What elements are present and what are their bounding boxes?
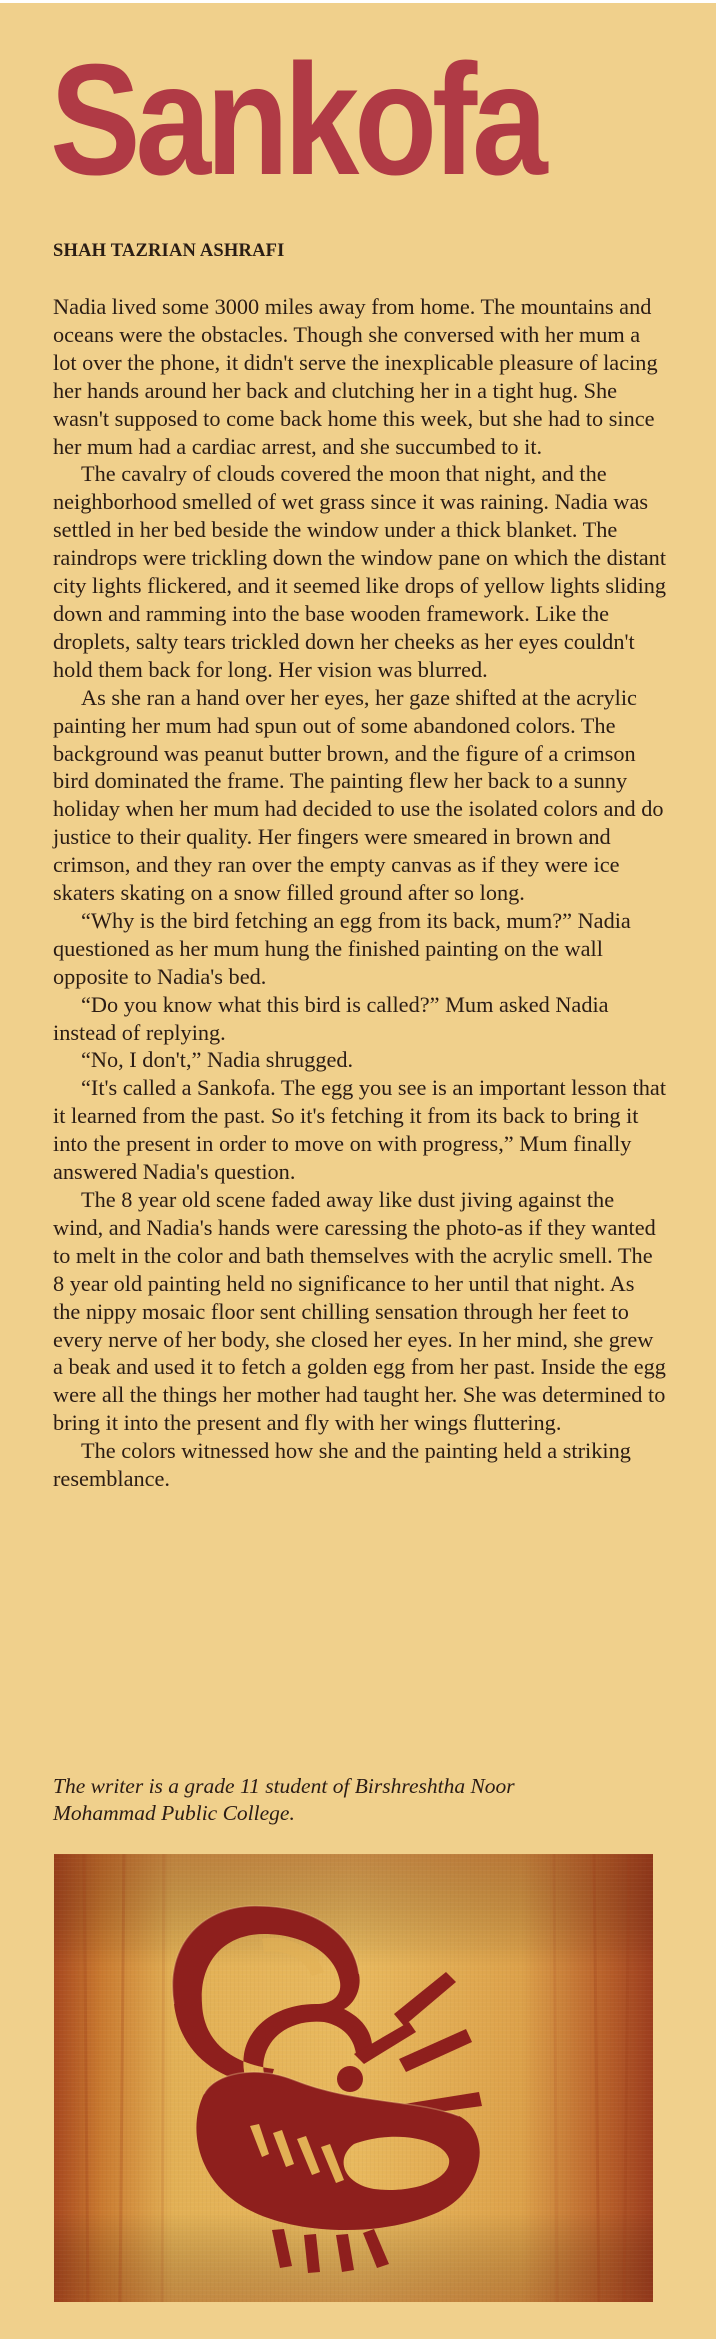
story-paragraph: The cavalry of clouds covered the moon that night, and the neighborhood smelled of wet grass since it was raining. Nadia was settled in her bed beside the window under a thick blanket. The raindrops were trickling down the window pane on which the distant city lights flickered, and it seemed like drops of yellow lights sliding down and ramming into the base wooden framework. Like the droplets, salty tears trickled down her cheeks as her eyes couldn't hold them back for long. Her vision was blurred.	[53, 461, 667, 682]
story-body	[53, 293, 667, 1493]
author-byline: SHAH TAZRIAN ASHRAFI	[53, 241, 285, 261]
story-paragraph: “Why is the bird fetching an egg from its back, mum?” Nadia questioned as her mum hung the finished painting on the wall opposite to Nadia's bed.	[53, 907, 631, 989]
story-paragraph: The 8 year old scene faded away like dust jiving against the wind, and Nadia's hands were caressing the photo-as if they wanted to melt in the color and bath themselves with the acrylic smell. The 8 year old painting held no significance to her until that night. As the nippy mosaic floor sent chilling sensation through her feet to every nerve of her body, she closed her eyes. In her mind, she grew a beak and used it to fetch a golden egg from her past. Inside the egg were all the things her mother had taught her. She was determined to bring it into the present and fly with her wings fluttering.	[53, 1187, 666, 1436]
story-paragraph: As she ran a hand over her eyes, her gaze shifted at the acrylic painting her mum had spun out of some abandoned colors. The background was peanut butter brown, and the figure of a crimson bird dominated the frame. The painting flew her back to a sunny holiday when her mum had decided to use the isolated colors and do justice to their quality. Her fingers were smeared in brown and crimson, and they ran over the empty canvas as if they were ice skaters skating on a snow filled ground after so long.	[53, 684, 664, 906]
story-paragraph: “It's called a Sankofa. The egg you see is an important lesson that it learned from the past. So it's fetching it from its back to bring it into the present in order to move on with progress,” Mum finally answered Nadia's question.	[53, 1075, 667, 1185]
article-title: Sankofa	[50, 32, 543, 208]
story-paragraph: “No, I don't,” Nadia shrugged.	[81, 1047, 354, 1073]
story-paragraph: Nadia lived some 3000 miles away from home. The mountains and oceans were the obstacles. Though she conversed with her mum a lot over the phone, it didn't serve the inexplicable pleasure of lacing her hands around her back and clutching her in a tight hug. She wasn't supposed to come back home this week, but she had to since her mum had a cardiac arrest, and she succumbed to it.	[53, 294, 658, 459]
story-paragraph: “Do you know what this bird is called?” Mum asked Nadia instead of replying.	[53, 991, 609, 1045]
story-paragraph: The colors witnessed how she and the painting held a striking resemblance.	[53, 1438, 631, 1492]
sankofa-painting	[54, 1854, 653, 2302]
sankofa-bird-icon	[54, 1854, 653, 2302]
writer-credit: The writer is a grade 11 student of Birshreshtha Noor Mohammad Public College.	[53, 1774, 515, 1825]
